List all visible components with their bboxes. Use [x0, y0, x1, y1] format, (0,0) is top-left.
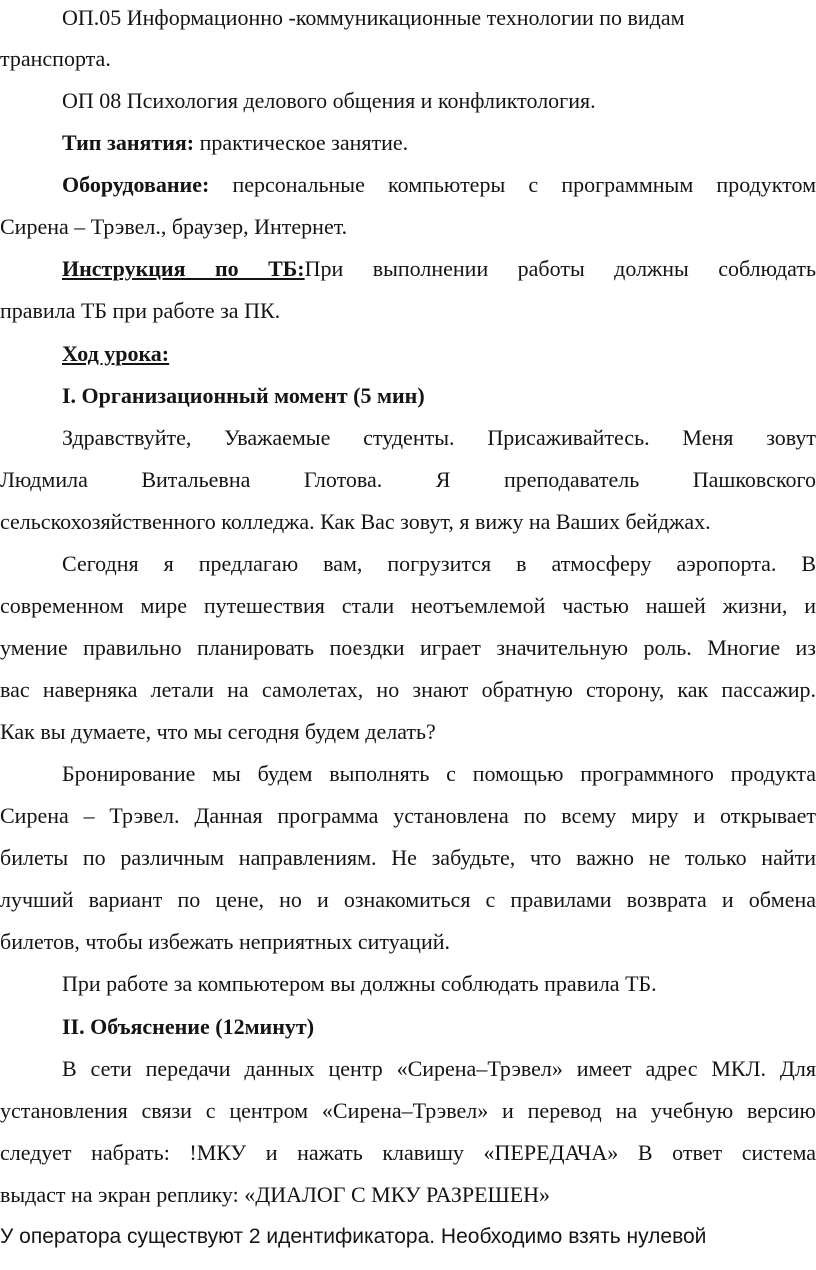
paragraph-line: следует набрать: !МКУ и нажать клавишу «ПЕРЕДАЧА» В ответ система: [0, 1140, 816, 1165]
safety-label: Инструкция по ТБ:: [62, 256, 305, 281]
equipment-label: Оборудование:: [62, 172, 210, 197]
paragraph-line: Бронирование мы будем выполнять с помощью программного продукта: [62, 761, 816, 786]
paragraph-line: лучший вариант по цене, но и ознакомиться с правилами возврата и обмена: [0, 887, 816, 912]
paragraph-line: выдаст на экран реплику: «ДИАЛОГ С МКУ РАЗРЕШЕН»: [0, 1182, 551, 1207]
equipment-value: персональные компьютеры с программным продуктом: [209, 172, 816, 197]
paragraph-line: Здравствуйте, Уважаемые студенты. Присаживайтесь. Меня зовут: [62, 425, 816, 450]
course-line-1: ОП.05 Информационно -коммуникационные технологии по видам: [62, 5, 685, 30]
paragraph-line: умение правильно планировать поездки играет значительную роль. Многие из: [0, 635, 816, 660]
paragraph-line: При работе за компьютером вы должны соблюдать правила ТБ.: [62, 971, 657, 996]
paragraph-line: В сети передачи данных центр «Сирена–Трэвел» имеет адрес МКЛ. Для: [62, 1056, 816, 1081]
section-1-heading: I. Организационный момент (5 мин): [62, 383, 425, 408]
course-line-3: ОП 08 Психология делового общения и конфликтология.: [62, 88, 596, 113]
equipment: [62, 170, 816, 200]
safety-text: При выполнении работы должны соблюдать: [304, 256, 816, 281]
paragraph-line: современном мире путешествия стали неотъемлемой частью нашей жизни, и: [0, 593, 816, 618]
lesson-plan-heading: Ход урока:: [62, 341, 170, 366]
paragraph-line: билеты по различным направлениям. Не забудьте, что важно не только найти: [0, 845, 816, 870]
paragraph-line: установления связи с центром «Сирена–Трэвел» и перевод на учебную версию: [0, 1098, 816, 1123]
paragraph-line: билетов, чтобы избежать неприятных ситуаций.: [0, 929, 450, 954]
section-2-heading: II. Объяснение (12минут): [62, 1014, 315, 1039]
equipment-cont: Сирена – Трэвел., браузер, Интернет.: [0, 214, 348, 239]
course-line-2: транспорта.: [0, 46, 111, 71]
safety-instruction: [62, 254, 816, 284]
paragraph-line-sans: У оператора существуют 2 идентификатора. Необходимо взять нулевой: [0, 1225, 707, 1248]
paragraph-line: сельскохозяйственного колледжа. Как Вас зовут, я вижу на Ваших бейджах.: [0, 509, 711, 534]
paragraph-line: Сегодня я предлагаю вам, погрузится в атмосферу аэропорта. В: [62, 551, 816, 576]
safety-cont: правила ТБ при работе за ПК.: [0, 298, 281, 323]
lesson-type-label: Тип занятия:: [62, 130, 195, 155]
paragraph-line: Сирена – Трэвел. Данная программа установлена по всему миру и открывает: [0, 803, 816, 828]
paragraph-line: вас наверняка летали на самолетах, но знают обратную сторону, как пассажир.: [0, 677, 816, 702]
lesson-type-value: практическое занятие.: [194, 130, 409, 155]
paragraph-line: Как вы думаете, что мы сегодня будем делать?: [0, 719, 436, 744]
lesson-type: [62, 128, 816, 158]
paragraph-line: Людмила Витальевна Глотова. Я преподаватель Пашковского: [0, 467, 816, 492]
